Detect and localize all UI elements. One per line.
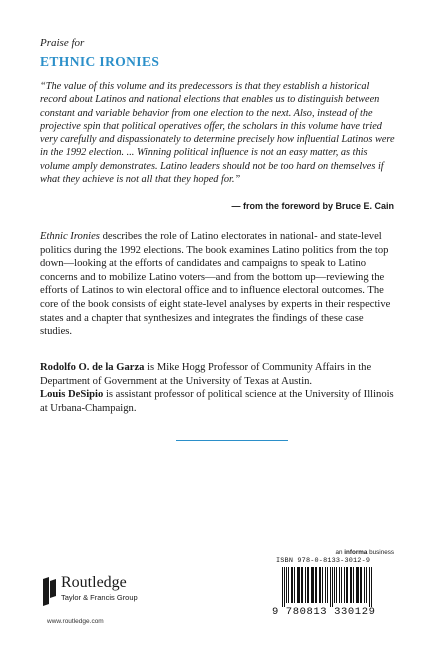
barcode-bar bbox=[344, 567, 345, 603]
publisher-name: Routledge bbox=[61, 574, 127, 591]
barcode-bar bbox=[322, 567, 323, 603]
barcode-bar bbox=[301, 567, 303, 603]
description-text: describes the role of Latino electorates in national- and state-level politics during the 1992 elections. The book examines Latino politics from the top down—looking at the efforts of candidates and campaigns to speak to Latino concerns and to mobilize Latino voters—and from the bottom up—reviewing the efforts of Latinos to win electoral office and to influence electoral outcomes. The core of the book consists of eight state-level analyses by experts in their respective states and a chapter that synthesizes and integrates the findings of these case studies. bbox=[40, 231, 391, 338]
author-bio-1: is Mike Hogg Professor of Community Affairs in the Department of Government at the University of Texas at Austin. bbox=[40, 362, 372, 387]
barcode-bar bbox=[360, 567, 362, 603]
barcode-bar bbox=[291, 567, 293, 603]
barcode-bar bbox=[341, 567, 342, 603]
routledge-emblem-icon bbox=[42, 576, 57, 608]
divider-rule bbox=[176, 440, 288, 441]
barcode-digits: 9 780813 330129 bbox=[272, 606, 376, 618]
isbn-label: ISBN 978-0-8133-3012-9 bbox=[276, 557, 371, 565]
barcode-bar bbox=[356, 567, 359, 603]
informa-wordmark: informa bbox=[344, 549, 368, 556]
review-quote: “The value of this volume and its predecessors is that they establish a historical record about Latinos and national elections that enables us to distinguish between constant and variable behavior from one election to the next. Also, instead of the projective spin that political operatives offer, the scholars in this volume have tried very carefully and dispassionately to determine precisely how influential Latinos were in the 1992 election. ... Winning political influence is not an easy matter, as this volume amply demonstrates. Latino leaders should not be too hard on themselves if what they achieve is not all that they hoped for.” bbox=[40, 81, 395, 186]
barcode-bar bbox=[284, 567, 285, 607]
quote-attribution: — from the foreword by Bruce E. Cain bbox=[231, 201, 394, 211]
barcode-bar bbox=[307, 567, 309, 603]
barcode-bar bbox=[336, 567, 337, 603]
barcode-bars bbox=[272, 567, 394, 607]
barcode-bar bbox=[305, 567, 306, 603]
author-bios bbox=[40, 361, 396, 415]
informa-tagline: an informa business bbox=[335, 549, 394, 556]
author-bio-2: is assistant professor of political science at the University of Illinois at Urbana-Champaign. bbox=[40, 389, 394, 414]
author-name-2: Louis DeSipio bbox=[40, 389, 104, 401]
book-title: ETHNIC IRONIES bbox=[40, 54, 160, 69]
barcode-bar bbox=[319, 567, 321, 603]
barcode-bar bbox=[286, 567, 287, 603]
barcode-bar bbox=[339, 567, 340, 603]
barcode-bar bbox=[282, 567, 283, 607]
publisher-website: www.routledge.com bbox=[47, 618, 104, 625]
barcode-bar bbox=[353, 567, 354, 603]
barcode-bar bbox=[327, 567, 328, 603]
author-name-1: Rodolfo O. de la Garza bbox=[40, 362, 145, 373]
barcode-bar bbox=[346, 567, 348, 603]
book-title-reference: Ethnic Ironies bbox=[40, 231, 100, 242]
publisher-group: Taylor & Francis Group bbox=[61, 593, 138, 602]
barcode-block bbox=[272, 557, 394, 621]
barcode-bar bbox=[332, 567, 333, 607]
barcode-bar bbox=[325, 567, 326, 603]
barcode-bar bbox=[366, 567, 367, 603]
barcode-bar bbox=[350, 567, 352, 603]
barcode-bar bbox=[334, 567, 335, 603]
barcode-bar bbox=[369, 567, 370, 607]
barcode-bar bbox=[311, 567, 314, 603]
barcode-bar bbox=[330, 567, 331, 607]
barcode-bar bbox=[315, 567, 317, 603]
book-description bbox=[40, 230, 396, 339]
barcode-bar bbox=[371, 567, 372, 607]
barcode-bar bbox=[294, 567, 295, 603]
barcode-bar bbox=[288, 567, 289, 603]
barcode-bar bbox=[297, 567, 300, 603]
praise-label: Praise for bbox=[40, 37, 85, 49]
barcode-bar bbox=[364, 567, 365, 603]
